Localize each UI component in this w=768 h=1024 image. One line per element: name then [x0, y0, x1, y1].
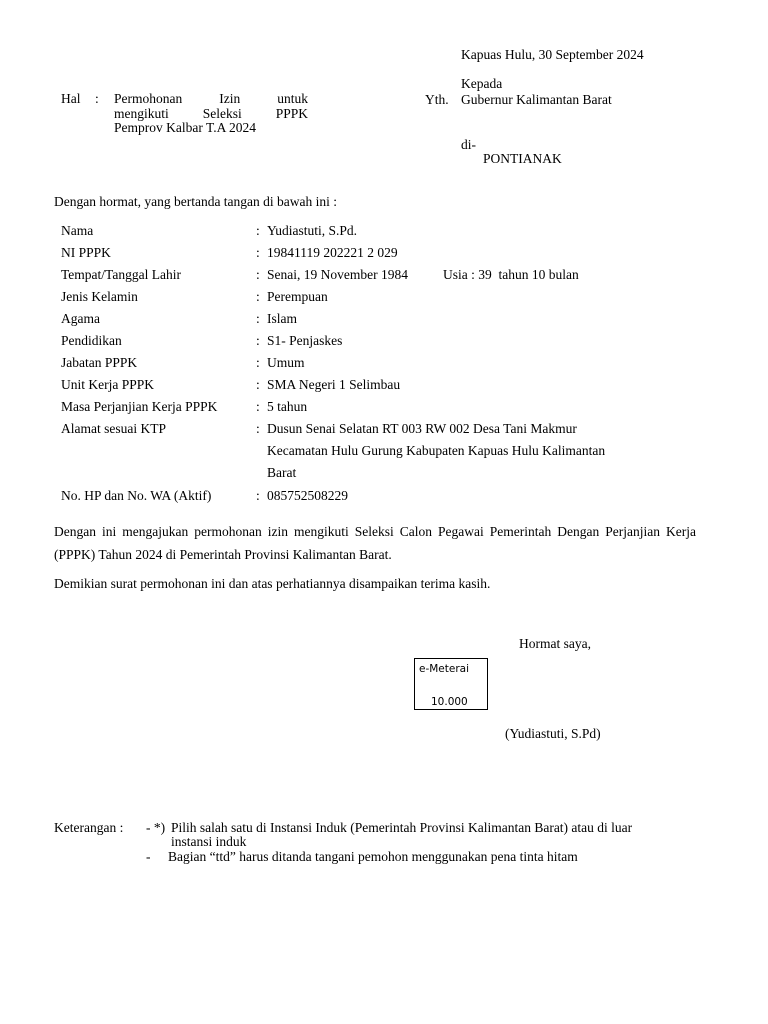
- notes-item: Pilih salah satu di Instansi Induk (Pemerintah Provinsi Kalimantan Barat) atau di luar: [171, 820, 633, 835]
- identity-label: Masa Perjanjian Kerja PPPK: [61, 399, 218, 414]
- identity-colon: :: [256, 289, 260, 304]
- subject-line: mengikuti Seleksi PPPK: [114, 105, 308, 121]
- identity-colon: :: [256, 399, 260, 414]
- identity-value: SMA Negeri 1 Selimbau: [267, 377, 401, 392]
- identity-label: Jenis Kelamin: [61, 289, 138, 304]
- identity-value: Umum: [267, 355, 305, 370]
- identity-colon: :: [256, 355, 260, 370]
- notes-item: Bagian “ttd” harus ditanda tangani pemohon menggunakan pena tinta hitam: [168, 849, 578, 864]
- identity-value: Yudiastuti, S.Pd.: [267, 223, 358, 238]
- identity-address-line: Barat: [267, 465, 297, 480]
- identity-label: Agama: [61, 311, 100, 326]
- identity-colon: :: [256, 333, 260, 348]
- identity-label: No. HP dan No. WA (Aktif): [61, 488, 212, 503]
- identity-colon: :: [256, 421, 260, 436]
- e-meterai-stamp: [414, 658, 488, 710]
- identity-colon: :: [256, 223, 260, 238]
- identity-value: Islam: [267, 311, 297, 326]
- subject-colon: :: [95, 91, 99, 106]
- addressee-di: di-: [461, 137, 476, 152]
- subject-line: Permohonan Izin untuk: [114, 91, 308, 106]
- notes-bullet: - *): [146, 820, 166, 835]
- closing-paragraph: Demikian surat permohonan ini dan atas perhatiannya disampaikan terima kasih.: [54, 576, 491, 591]
- subject-text: [114, 92, 308, 136]
- identity-label: Unit Kerja PPPK: [61, 377, 155, 392]
- identity-label: Jabatan PPPK: [61, 355, 138, 370]
- identity-label: NI PPPK: [61, 245, 111, 260]
- identity-value: 5 tahun: [267, 399, 308, 414]
- identity-label: Pendidikan: [61, 333, 122, 348]
- notes-bullet: -: [146, 849, 151, 864]
- identity-label: Alamat sesuai KTP: [61, 421, 166, 436]
- signer-name: (Yudiastuti, S.Pd): [505, 726, 601, 741]
- addressee-recipient: Gubernur Kalimantan Barat: [461, 92, 612, 107]
- addressee-yth: Yth.: [425, 92, 449, 107]
- identity-label: Nama: [61, 223, 94, 238]
- greeting: Dengan hormat, yang bertanda tangan di bawah ini :: [54, 194, 338, 209]
- body-paragraph: Dengan ini mengajukan permohonan izin mengikuti Seleksi Calon Pegawai Pemerintah Dengan Perjanjian Kerja (PPPK) Tahun 2024 di Pemerintah Provinsi Kalimantan Barat.: [54, 524, 696, 562]
- closing-greeting: Hormat saya,: [519, 636, 591, 651]
- identity-value: 19841119 202221 2 029: [267, 245, 398, 260]
- notes-item: instansi induk: [171, 834, 247, 849]
- identity-address-line: Dusun Senai Selatan RT 003 RW 002 Desa Tani Makmur: [267, 421, 577, 436]
- identity-age: Usia : 39 tahun 10 bulan: [443, 267, 579, 282]
- meterai-label: e-Meterai: [419, 663, 470, 675]
- notes-label: Keterangan :: [54, 820, 124, 835]
- identity-colon: :: [256, 311, 260, 326]
- identity-address-line: Kecamatan Hulu Gurung Kabupaten Kapuas Hulu Kalimantan: [267, 443, 606, 458]
- meterai-value: 10.000: [431, 696, 468, 708]
- identity-value: Perempuan: [267, 289, 328, 304]
- identity-colon: :: [256, 488, 260, 503]
- letter-date: Kapuas Hulu, 30 September 2024: [461, 47, 644, 62]
- identity-value: S1- Penjaskes: [267, 333, 343, 348]
- identity-colon: :: [256, 377, 260, 392]
- identity-label: Tempat/Tanggal Lahir: [61, 267, 181, 282]
- identity-value: 085752508229: [267, 488, 348, 503]
- identity-colon: :: [256, 245, 260, 260]
- addressee-kepada: Kepada: [461, 76, 503, 91]
- addressee-city: PONTIANAK: [483, 151, 562, 166]
- identity-value: Senai, 19 November 1984: [267, 267, 408, 282]
- identity-colon: :: [256, 267, 260, 282]
- subject-line: Pemprov Kalbar T.A 2024: [114, 120, 256, 135]
- subject-label: Hal: [61, 91, 81, 106]
